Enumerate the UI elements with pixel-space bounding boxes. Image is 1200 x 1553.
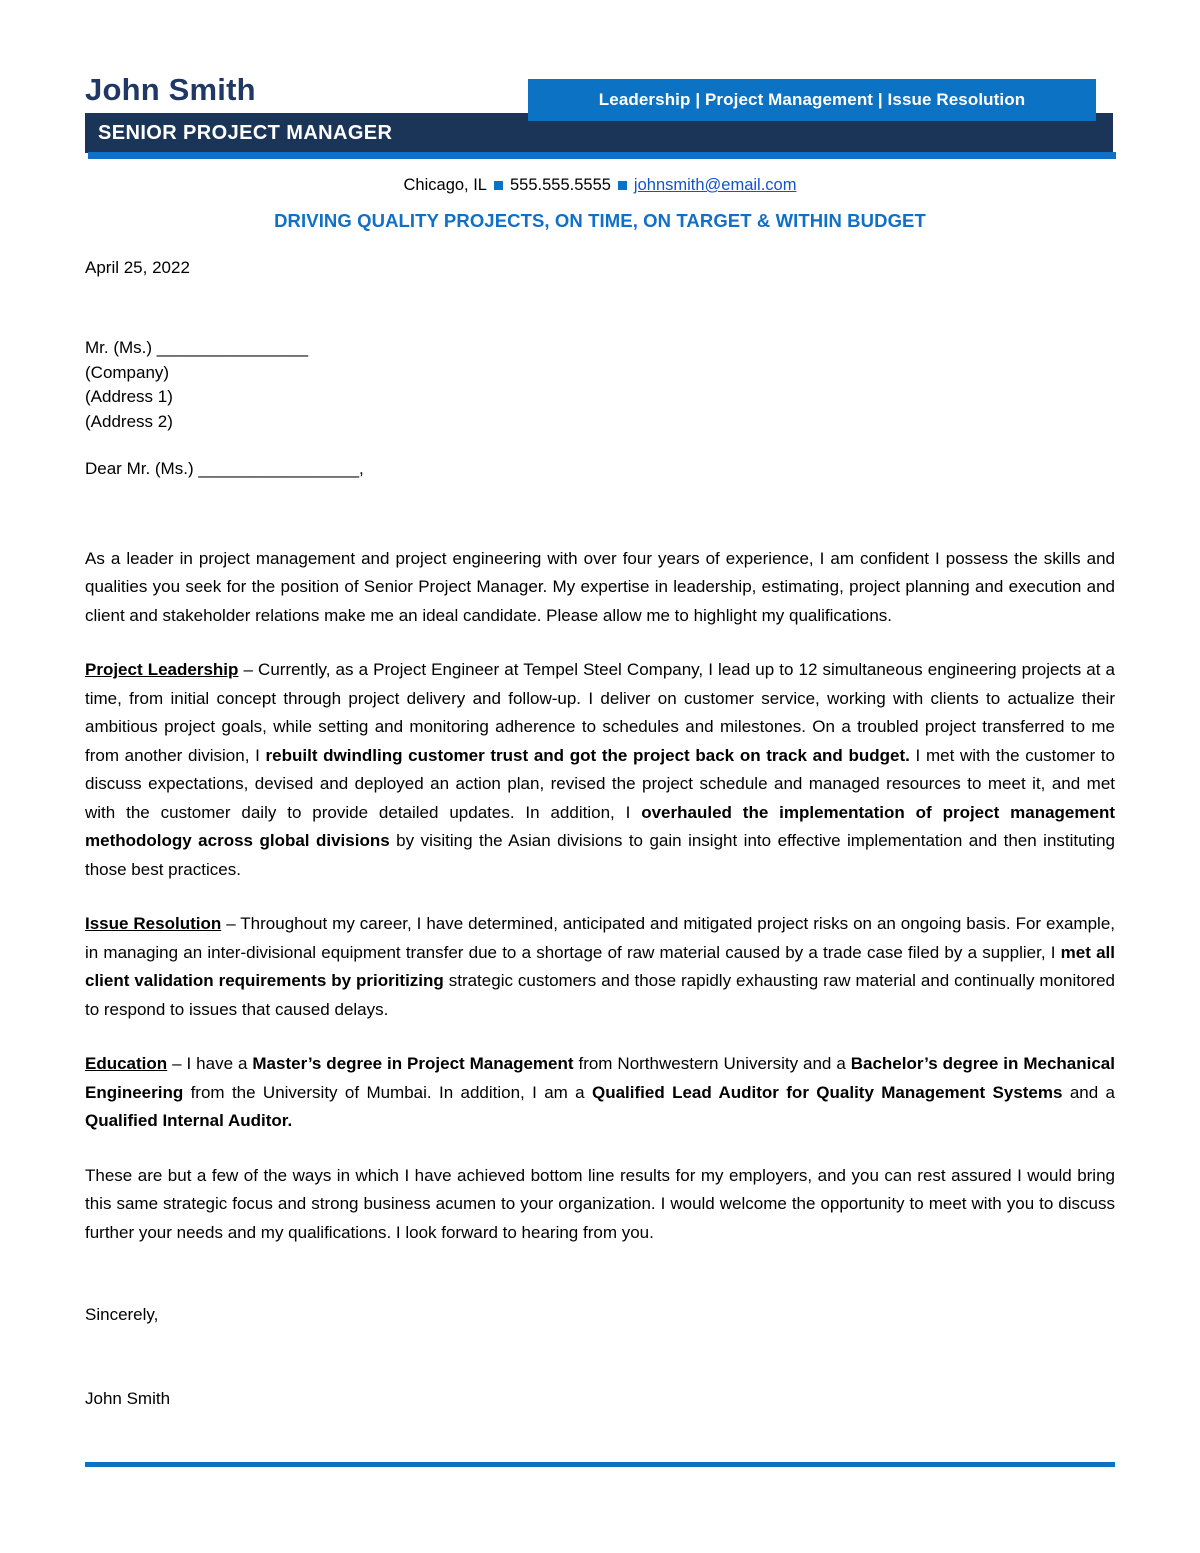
contact-location: Chicago, IL [403, 176, 487, 194]
closing-line: Sincerely, [85, 1305, 159, 1324]
paragraph-project-leadership [85, 656, 1115, 884]
paragraph-conclusion: These are but a few of the ways in which I have achieved bottom line results for my employers, and you can rest assured I would bring this same strategic focus and strong business acumen to your organization. I would welcome the opportunity to meet with you to discuss further your needs and my qualifications. I look forward to hearing from you. [85, 1165, 1115, 1242]
square-bullet-icon [494, 181, 503, 190]
paragraph-education [85, 1050, 1115, 1136]
education-text-3: from the University of Mumbai. In addition, I am a [183, 1082, 592, 1102]
salutation-line: Dear Mr. (Ms.) _________________, [85, 459, 364, 478]
paragraph-intro: As a leader in project management and project engineering with over four years of experience, I am confident I possess the skills and qualities you seek for the position of Senior Project Manager. My expertise in leadership, estimating, project planning and execution and client and stakeholder relations make me an ideal candidate. Please allow me to highlight my qualifications. [85, 548, 1115, 625]
letter-body [85, 255, 1115, 1412]
education-highlight-2: Bachelor’s degree in Mechanical Engineering [85, 1054, 1115, 1102]
issue-text-1: Throughout my career, I have determined, anticipated and mitigated project risks on an ongoing basis. For example, in managing an inter-divisional equipment transfer due to a shortage of raw material caused by a trade case filed by a supplier, I [85, 914, 1116, 962]
recipient-name-line: Mr. (Ms.) ________________ [85, 338, 309, 357]
letterhead-header [0, 0, 1200, 170]
paragraph-label-education: Education [85, 1054, 168, 1073]
paragraph-label-project-leadership: Project Leadership [85, 660, 239, 679]
education-highlight-1: Master’s degree in Project Management [252, 1054, 574, 1073]
recipient-address-block [85, 336, 1115, 434]
dash-separator: – [221, 914, 241, 933]
issue-text-2: strategic customers and those rapidly exhausting raw material and continually monitored to respond to issues that caused delays. [85, 971, 1115, 1019]
paragraph-label-issue-resolution: Issue Resolution [85, 914, 222, 933]
leadership-text-1: Currently, as a Project Engineer at Tempel Steel Company, I lead up to 12 simultaneous engineering projects at a time, from initial concept through project delivery and follow-up. I deliver on customer service, working with clients to actualize their ambitious project goals, while setting and monitoring adherence to schedules and milestones. On a troubled project transferred to me from another division, I [85, 660, 1115, 765]
square-bullet-icon [618, 181, 627, 190]
leadership-highlight-2: overhauled the implementation of project management methodology across global divisions [85, 802, 1115, 850]
value-proposition-headline: DRIVING QUALITY PROJECTS, ON TIME, ON TARGET & WITHIN BUDGET [274, 210, 926, 231]
signature-name: John Smith [85, 1389, 171, 1408]
issue-highlight-1: met all client validation requirements by prioritizing [85, 942, 1115, 990]
leadership-highlight-1: rebuilt dwindling customer trust and got the project back on track and budget. [265, 745, 910, 765]
tagline-text: Leadership | Project Management | Issue Resolution [598, 90, 1026, 109]
contact-phone: 555.555.5555 [509, 176, 611, 194]
letter-date: April 25, 2022 [85, 258, 190, 277]
contact-email-link[interactable]: johnsmith@email.com [633, 176, 797, 194]
footer-rule [85, 1462, 1115, 1467]
education-highlight-4: Qualified Internal Auditor. [85, 1111, 293, 1130]
education-highlight-3: Qualified Lead Auditor for Quality Management Systems [592, 1082, 1063, 1102]
tagline-box [528, 79, 1096, 121]
education-text-2: from Northwestern University and a [573, 1054, 851, 1073]
applicant-job-title: SENIOR PROJECT MANAGER [98, 122, 393, 144]
recipient-address-line-2: (Address 2) [85, 411, 173, 431]
dash-separator: – [167, 1054, 187, 1073]
blue-accent-strip [88, 152, 1116, 159]
dash-separator: – [238, 660, 259, 679]
education-text-1: I have a [186, 1054, 253, 1073]
leadership-text-2: I met with the customer to discuss expectations, devised and deployed an action plan, revised the project schedule and managed resources to meet it, and met with the customer daily to provide detailed updates. In addition, I [85, 745, 1115, 822]
recipient-address-line-1: (Address 1) [85, 387, 173, 406]
contact-line [0, 172, 1200, 198]
recipient-company-line: (Company) [85, 362, 170, 382]
paragraph-issue-resolution [85, 910, 1115, 1024]
education-text-4: and a [1062, 1082, 1115, 1102]
applicant-name: John Smith [85, 72, 256, 107]
leadership-text-3: by visiting the Asian divisions to gain insight into effective implementation and then instituting those best practices. [85, 831, 1115, 879]
